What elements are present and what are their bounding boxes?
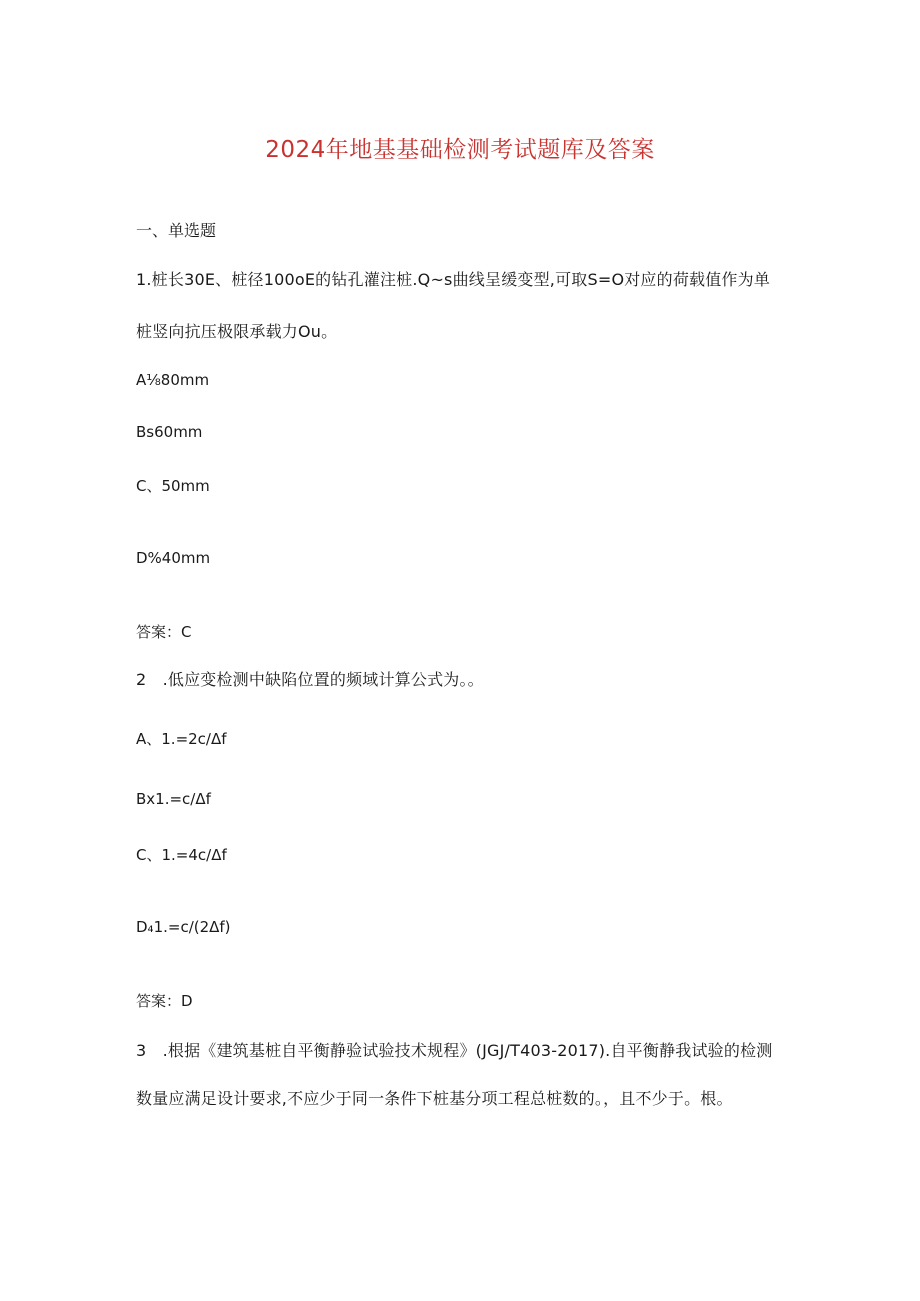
question-1-option-a: A⅛80mm (136, 371, 210, 389)
question-3-text-line-2: 数量应满足设计要求,不应少于同一条件下桩基分项工程总桩数的。，且不少于。根。 (136, 1089, 733, 1108)
question-3-text-line-1: 3 .根据《建筑基桩自平衡静验试验技术规程》(JGJ/T403-2017).自平衡静我试验的检测 (136, 1041, 773, 1060)
question-2-option-c: C、1.=4c∕Δf (136, 846, 227, 864)
question-2-option-a: A、1.=2c∕Δf (136, 730, 227, 748)
document-title: 2024年地基基础检测考试题库及答案 (265, 137, 655, 163)
question-2-option-d: D₄1.=c∕(2Δf) (136, 918, 231, 936)
section-heading: 一、单选题 (136, 221, 217, 240)
question-1-text-line-2: 桩竖向抗压极限承载力Ou。 (136, 322, 338, 341)
question-1-answer: 答案：C (136, 623, 192, 641)
question-1-option-d: D%40mm (136, 549, 211, 567)
question-1-option-b: Bs60mm (136, 423, 203, 441)
question-2-option-b: Bx1.=c∕Δf (136, 790, 211, 808)
question-1-text-line-1: 1.桩长30E、桩径100oE的钻孔灌注桩.Q~s曲线呈缓变型,可取S=O对应的荷载值作为单 (136, 270, 771, 289)
question-2-answer: 答案：D (136, 992, 193, 1010)
question-1-option-c: C、50mm (136, 477, 210, 495)
question-2-text-line-1: 2 .低应变检测中缺陷位置的频域计算公式为。。 (136, 670, 484, 689)
